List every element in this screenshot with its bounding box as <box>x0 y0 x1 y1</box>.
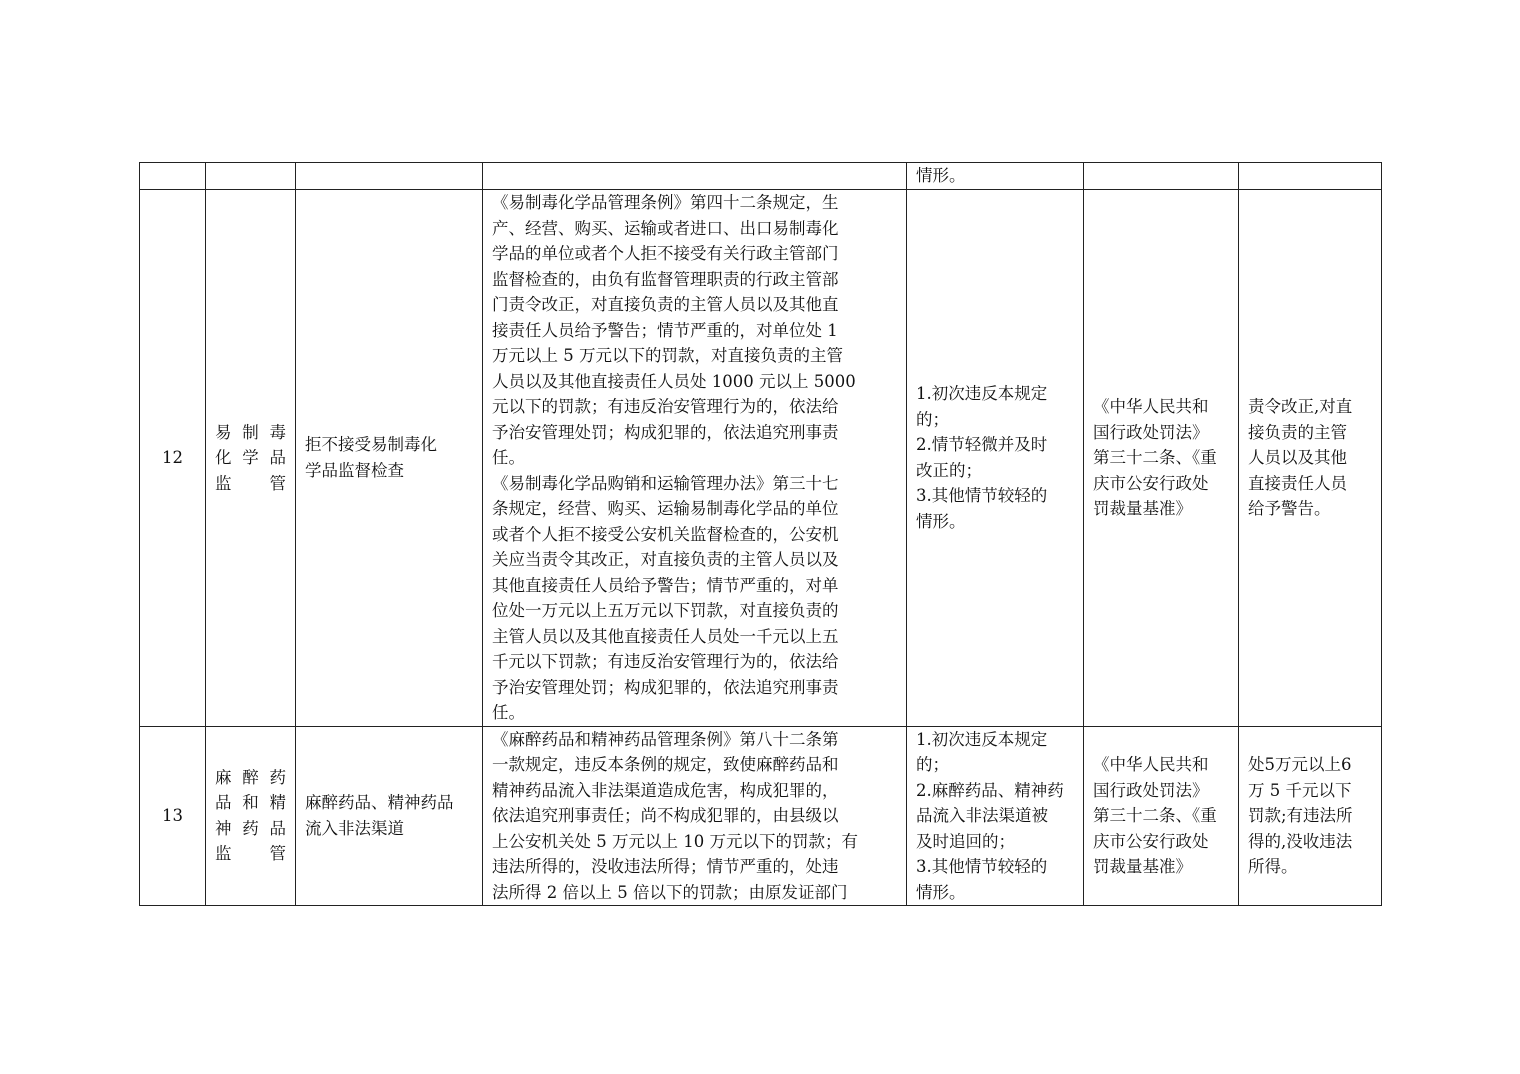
row-number-cell: 12 <box>140 190 206 727</box>
basis-cell: 《麻醉药品和精神药品管理条例》第八十二条第 一款规定，违反本条例的规定，致使麻醉药品和 精神药品流入非法渠道造成危害，构成犯罪的， 依法追究刑事责任；尚不构成犯罪的，由县级以 上公安机关处 5 万元以上 10 万元以下的罚款；有 违法所得的，没收违法所得；情节严重的，处违 法所得 2 倍以上 5 倍以下的罚款；由原发证部门 <box>483 726 907 906</box>
category-cell: 易制毒 化学品 监管 <box>206 190 296 727</box>
measure-cell: 处5万元以上6 万 5 千元以下 罚款;有违法所 得的,没收违法 所得。 <box>1239 726 1382 906</box>
legal-basis-cell: 《中华人民共和 国行政处罚法》 第三十二条、《重 庆市公安行政处 罚裁量基准》 <box>1084 726 1239 906</box>
category-cell <box>206 163 296 190</box>
conditions-cell: 1.初次违反本规定 的； 2.情节轻微并及时 改正的； 3.其他情节较轻的 情形。 <box>907 190 1084 727</box>
measure-cell: 责令改正,对直 接负责的主管 人员以及其他 直接责任人员 给予警告。 <box>1239 190 1382 727</box>
conditions-cell: 情形。 <box>907 163 1084 190</box>
penalty-discretion-table <box>139 162 1382 906</box>
item-cell: 麻醉药品、精神药品 流入非法渠道 <box>296 726 483 906</box>
row-number-cell: 13 <box>140 726 206 906</box>
conditions-cell: 1.初次违反本规定 的； 2.麻醉药品、精神药 品流入非法渠道被 及时追回的； 3.其他情节较轻的 情形。 <box>907 726 1084 906</box>
item-cell: 拒不接受易制毒化 学品监督检查 <box>296 190 483 727</box>
legal-basis-cell: 《中华人民共和 国行政处罚法》 第三十二条、《重 庆市公安行政处 罚裁量基准》 <box>1084 190 1239 727</box>
row-number-cell <box>140 163 206 190</box>
table-row <box>140 726 1382 906</box>
item-cell <box>296 163 483 190</box>
measure-cell <box>1239 163 1382 190</box>
table-row <box>140 190 1382 727</box>
basis-cell <box>483 163 907 190</box>
category-cell: 麻醉药 品和精 神药品 监管 <box>206 726 296 906</box>
legal-basis-cell <box>1084 163 1239 190</box>
table-row <box>140 163 1382 190</box>
basis-cell: 《易制毒化学品管理条例》第四十二条规定，生 产、经营、购买、运输或者进口、出口易制毒化 学品的单位或者个人拒不接受有关行政主管部门 监督检查的，由负有监督管理职责的行政主管部 门责令改正，对直接负责的主管人员以及其他直 接责任人员给予警告；情节严重的，对单位处 1 万元以上 5 万元以下的罚款，对直接负责的主管 人员以及其他直接责任人员处 1000 元以上 5000 元以下的罚款；有违反治安管理行为的，依法给 予治安管理处罚；构成犯罪的，依法追究刑事责 任。 《易制毒化学品购销和运输管理办法》第三十七 条规定，经营、购买、运输易制毒化学品的单位 或者个人拒不接受公安机关监督检查的，公安机 关应当责令其改正，对直接负责的主管人员以及 其他直接责任人员给予警告；情节严重的，对单 位处一万元以上五万元以下罚款，对直接负责的 主管人员以及其他直接责任人员处一千元以上五 千元以下罚款；有违反治安管理行为的，依法给 予治安管理处罚；构成犯罪的，依法追究刑事责 任。 <box>483 190 907 727</box>
